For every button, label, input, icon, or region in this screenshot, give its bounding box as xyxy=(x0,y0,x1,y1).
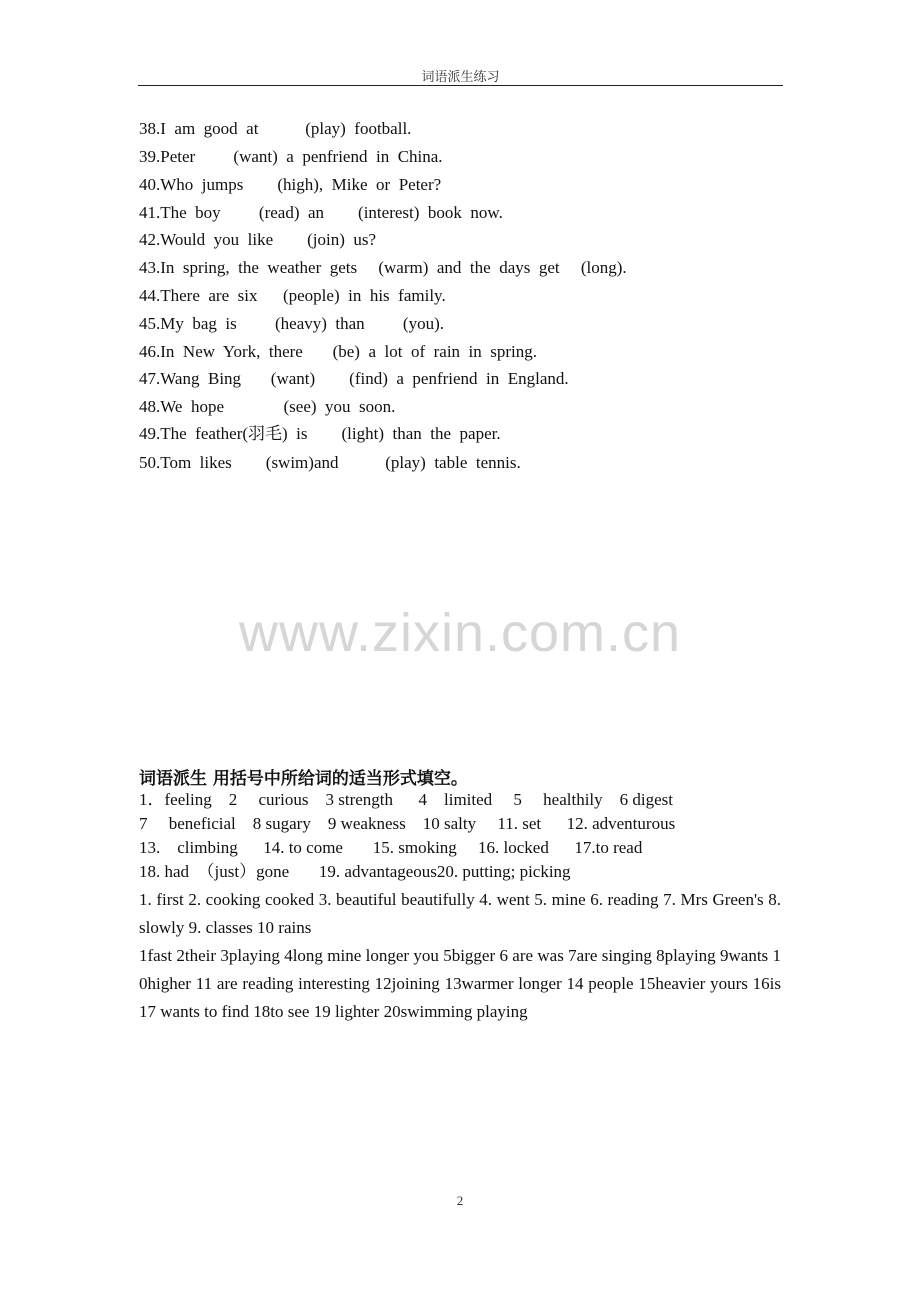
question-38: 38.I am good at (play) football. xyxy=(139,119,412,138)
answer-line: 18. had （just）gone 19. advantageous20. putting; picking xyxy=(139,862,571,881)
question-40: 40.Who jumps (high), Mike or Peter? xyxy=(139,175,442,194)
question-41: 41.The boy (read) an (interest) book now. xyxy=(139,203,503,222)
page-header-title: 词语派生练习 xyxy=(421,69,500,84)
answer-line: 7 beneficial 8 sugary 9 weakness 10 salty 11. set 12. adventurous xyxy=(139,814,676,833)
question-49: 49.The feather(羽毛) is (light) than the paper. xyxy=(139,424,501,443)
question-44: 44.There are six (people) in his family. xyxy=(139,286,446,305)
header-rule xyxy=(138,85,783,86)
answer-paragraph-2: 1fast 2their 3playing 4long mine longer you 5bigger 6 are was 7are singing 8playing 9wants 10higher 11 are reading interesting 12joining 13warmer longer 14 people 15heavier yours 16is 17 wants to find 18to see 19 lighter 20swimming playing xyxy=(139,946,781,1021)
page-number: 2 xyxy=(456,1193,464,1208)
answer-line: 13. climbing 14. to come 15. smoking 16. locked 17.to read xyxy=(139,838,643,857)
answer-line: 1．feeling 2 curious 3 strength 4 limited 5 healthily 6 digest xyxy=(139,790,674,809)
question-43: 43.In spring, the weather gets (warm) and the days get (long). xyxy=(139,258,627,277)
question-48: 48.We hope (see) you soon. xyxy=(139,397,396,416)
answer-paragraph-1: 1. first 2. cooking cooked 3. beautiful beautifully 4. went 5. mine 6. reading 7. Mrs Green's 8. slowly 9. classes 10 rains xyxy=(139,890,781,937)
question-47: 47.Wang Bing (want) (find) a penfriend in England. xyxy=(139,369,569,388)
watermark: www.zixin.com.cn xyxy=(238,603,682,663)
question-50: 50.Tom likes (swim)and (play) table tennis. xyxy=(139,453,521,472)
question-46: 46.In New York, there (be) a lot of rain in spring. xyxy=(139,342,538,361)
section-title: 词语派生 用括号中所给词的适当形式填空。 xyxy=(139,769,468,789)
question-42: 42.Would you like (join) us? xyxy=(139,230,377,249)
question-39: 39.Peter (want) a penfriend in China. xyxy=(139,147,443,166)
question-45: 45.My bag is (heavy) than (you). xyxy=(139,314,445,333)
